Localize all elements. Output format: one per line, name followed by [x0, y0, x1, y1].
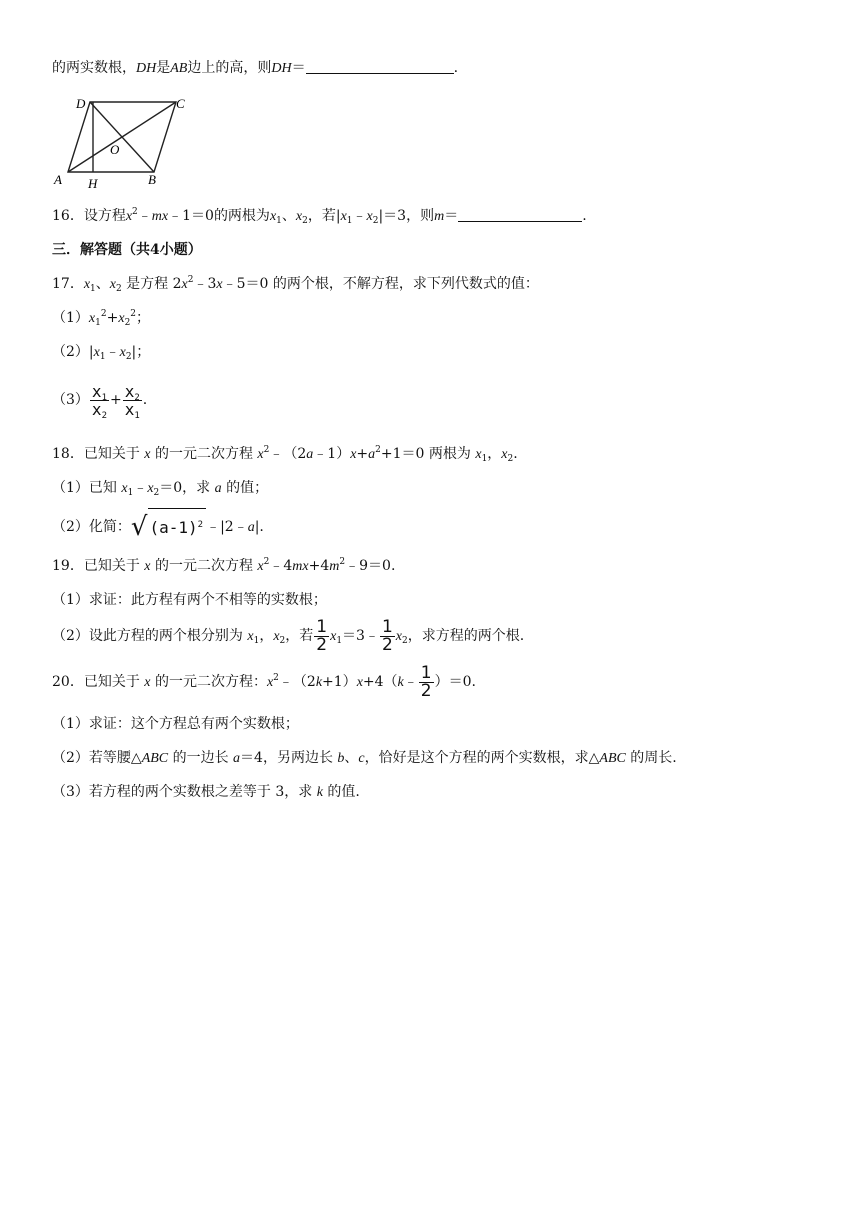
- question-18: 18．已知关于 x 的一元二次方程 $x^2﹣(2a﹣1)x+a^2+1=0$ 两根为 $x_1$，$x_2$.: [52, 445, 518, 464]
- answer-blank-q15[interactable]: [306, 59, 454, 74]
- q20-part2: （2）若等腰△ABC 的一边长 a＝4，另两边长 b、c，恰好是这个方程的两个实数根，求△ABC 的周长.: [52, 750, 677, 766]
- sqrt-expression: √ $(a-1)^2$: [131, 508, 206, 546]
- parallelogram-figure: [52, 92, 192, 192]
- q17-part1: $(1)x_1^2+x_2^2$；: [52, 309, 151, 328]
- label-A: A: [54, 172, 62, 187]
- q17-part2: $(2)|x_1﹣x_2|$；: [52, 344, 151, 362]
- fraction-x1-over-x2: $\frac{x_1}{x_2}$: [91, 381, 107, 421]
- fraction-one-half: $\frac{1}{2}$: [316, 616, 328, 655]
- q20-part3: （3）若方程的两个实数根之差等于 3，求 k 的值.: [52, 784, 360, 800]
- question-17: 17．$x_1$、$x_2$ 是方程 $2x^2﹣3x﹣5=0$ 的两个根，不解方程，求下列代数式的值：: [52, 275, 539, 294]
- q19-part1: （1）求证：此方程有两个不相等的实数根；: [52, 592, 327, 608]
- label-D: D: [76, 96, 86, 111]
- question-20: 20．已知关于 x 的一元二次方程：$x^2﹣(2k+1)x+4(k﹣$ $\frac{1}{2}$ ）＝0.: [52, 662, 476, 701]
- q15-tail-line: 的两实数根，DH是AB边上的高，则DH＝ .: [52, 60, 459, 76]
- label-C: C: [176, 96, 185, 111]
- section-heading: 三．解答题（共4小题）: [52, 242, 202, 258]
- q18-part1: （1）已知 $x_1﹣x_2=0$，求 a 的值；: [52, 480, 269, 498]
- label-B: B: [148, 172, 156, 187]
- label-H: H: [88, 176, 98, 191]
- q20-part1: （1）求证：这个方程总有两个实数根；: [52, 716, 299, 732]
- fraction-x2-over-x1: $\frac{x_2}{x_1}$: [124, 381, 140, 421]
- q19-part2: （2）设此方程的两个根分别为 $x_1$，$x_2$，若 $\frac{1}{2}$ $x_1=3﹣$ $\frac{1}{2}$ $x_2$，求方程的两个根.: [52, 616, 525, 655]
- answer-blank-q16[interactable]: [458, 207, 582, 222]
- fraction-one-half: $\frac{1}{2}$: [420, 662, 432, 701]
- label-O: O: [110, 142, 120, 157]
- fraction-one-half: $\frac{1}{2}$: [381, 616, 393, 655]
- question-16: 16．设方程$x^2﹣mx﹣1=0$的两根为$x_1$、$x_2$，若$|x_1﹣x_2|=3$，则m＝ .: [52, 207, 587, 226]
- q17-part3: （3） $\frac{x_1}{x_2}$ + $\frac{x_2}{x_1}$ .: [52, 381, 148, 421]
- q18-part2: （2）化简：√ $(a-1)^2$ ﹣|2﹣a|.: [52, 508, 264, 546]
- question-19: 19．已知关于 x 的一元二次方程 $x^2﹣4mx+4m^2﹣9=0$.: [52, 557, 396, 574]
